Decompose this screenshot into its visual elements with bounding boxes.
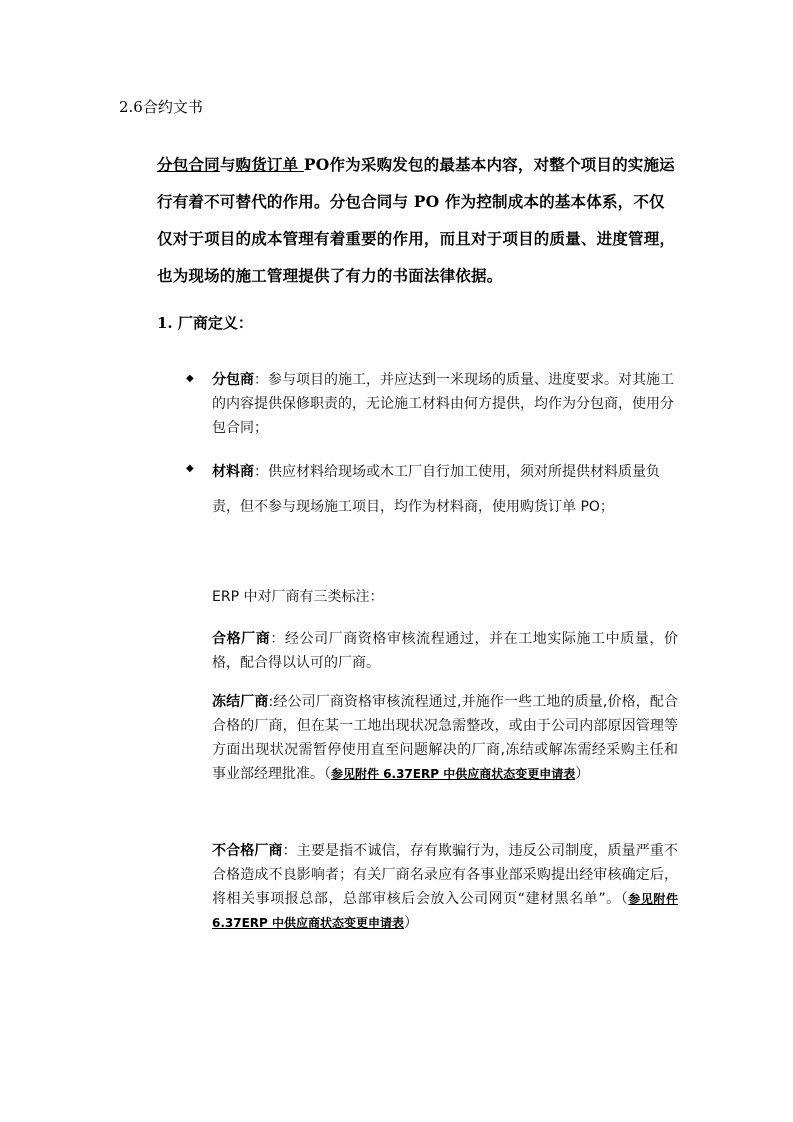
unqualified-vendor-close: ） <box>404 915 419 931</box>
qualified-vendor-term: 合格厂商 <box>212 631 271 647</box>
frozen-vendor-reference: 参见附件 6.37ERP 中供应商状态变更申请表 <box>331 767 576 781</box>
subcontractor-term: 分包商 <box>212 372 254 388</box>
qualified-vendor-paragraph <box>212 627 678 675</box>
intro-connector: 与 <box>219 155 236 174</box>
subcontract-link: 分包合同 <box>157 155 220 174</box>
unqualified-vendor-term: 不合格厂商 <box>212 843 283 859</box>
unqualified-vendor-paragraph <box>212 839 678 935</box>
erp-intro: ERP 中对厂商有三类标注： <box>212 589 384 605</box>
subcontractor-text: ：参与项目的施工，并应达到一米现场的质量、进度要求。对其施工的内容提供保修职责的，无论施工材料由何方提供，均作为分包商，使用分包合同； <box>212 372 674 436</box>
vendor-definition-heading: 1. 厂商定义： <box>157 314 253 332</box>
diamond-bullet-icon: ◆ <box>186 373 194 384</box>
frozen-vendor-text: :经公司厂商资格审核流程通过,并施作一些工地的质量,价格，配合合格的厂商，但在某一工地出现状况急需整改，或由于公司内部原因管理等方面出现状况需暂停使用直至问题解决的厂商,冻结或解冻需经采购主任和事业部经理批准。（ <box>212 694 678 782</box>
purchase-order-link: 购货订单 <box>235 155 304 174</box>
diamond-bullet-icon: ◆ <box>186 463 194 474</box>
unqualified-vendor-text: ：主要是指不诚信，存有欺骗行为，违反公司制度，质量严重不合格造成不良影响者；有关厂商名录应有各事业部采购提出经审核确定后，将相关事项报总部，总部审核后会放入公司网页“建材黑名单”。（ <box>212 843 678 907</box>
frozen-vendor-close: ） <box>575 766 590 782</box>
material-supplier-text: ：供应材料给现场或木工厂自行加工使用，须对所提供材料质量负责，但不参与现场施工项目，均作为材料商，使用购货订单 PO； <box>212 464 660 515</box>
intro-body: PO作为采购发包的最基本内容，对整个项目的实施运行有着不可替代的作用。分包合同与 PO 作为控制成本的基本体系，不仅仅对于项目的成本管理有着重要的作用，而且对于项目的质量、进度管理，也为现场的施工管理提供了有力的书面法律依据。 <box>157 155 676 285</box>
qualified-vendor-text: ：经公司厂商资格审核流程通过，并在工地实际施工中质量，价格，配合得以认可的厂商。 <box>212 631 679 671</box>
section-title: 2.6合约文书 <box>119 98 203 116</box>
list-item-subcontractor <box>212 368 678 440</box>
list-item-material-supplier <box>212 455 678 525</box>
unqualified-vendor-reference: 参见附件 6.37ERP 中供应商状态变更申请表 <box>212 892 678 930</box>
frozen-vendor-term: 冻结厂商 <box>212 694 269 710</box>
intro-paragraph <box>157 146 680 294</box>
material-supplier-term: 材料商 <box>212 464 254 480</box>
frozen-vendor-paragraph <box>212 690 678 786</box>
